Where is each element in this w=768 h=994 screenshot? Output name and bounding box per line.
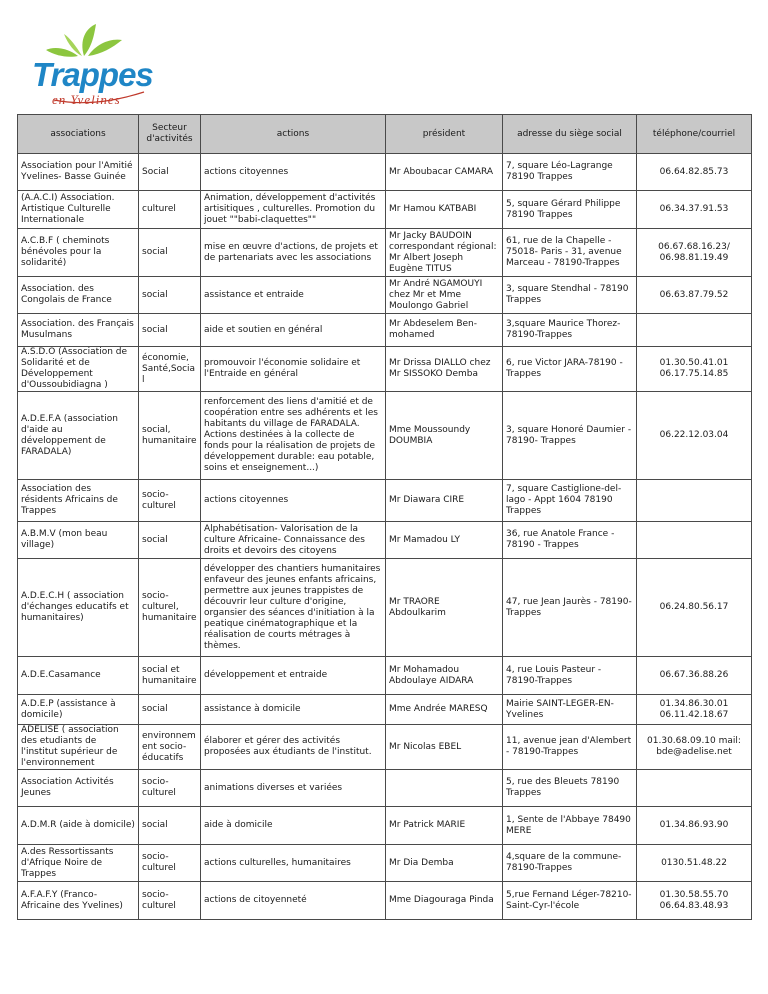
association-name-cell: A.B.M.V (mon beau village)	[18, 522, 139, 559]
association-name-cell: A.D.E.F.A (association d'aide au développement de FARADALA)	[18, 392, 139, 480]
actions-cell: animations diverses et variées	[201, 770, 386, 807]
president-cell: Mr TRAORE Abdoulkarim	[386, 559, 503, 657]
adresse-cell: 7, square Castiglione-del-lago - Appt 1604 78190 Trappes	[503, 480, 637, 522]
secteur-cell: économie, Santé,Social	[139, 347, 201, 392]
telephone-cell: 0130.51.48.22	[637, 845, 752, 882]
table-row	[18, 770, 752, 807]
telephone-cell	[637, 314, 752, 347]
telephone-cell	[637, 480, 752, 522]
secteur-cell: socio-culturel, humanitaire	[139, 559, 201, 657]
president-cell: Mr Aboubacar CAMARA	[386, 154, 503, 191]
president-cell	[386, 770, 503, 807]
secteur-cell: social	[139, 807, 201, 845]
telephone-cell: 06.64.82.85.73	[637, 154, 752, 191]
actions-cell: actions de citoyenneté	[201, 882, 386, 920]
actions-cell: renforcement des liens d'amitié et de coopération entre ses adhérents et les habitants du village de FARADALA. Actions destinées à la collecte de fonds pour la réalisation de projets de développement durable: eau potable, soins et enseignement...)	[201, 392, 386, 480]
table-row	[18, 807, 752, 845]
president-cell: Mr Mamadou LY	[386, 522, 503, 559]
associations-table	[17, 114, 752, 920]
secteur-cell: socio-culturel	[139, 882, 201, 920]
telephone-cell: 06.24.80.56.17	[637, 559, 752, 657]
secteur-cell: social	[139, 522, 201, 559]
table-row	[18, 657, 752, 695]
adresse-cell: 3, square Honoré Daumier - 78190- Trappes	[503, 392, 637, 480]
association-name-cell: A.D.M.R (aide à domicile)	[18, 807, 139, 845]
table-row	[18, 277, 752, 314]
secteur-cell: social	[139, 695, 201, 725]
table-row	[18, 191, 752, 229]
actions-cell: actions culturelles, humanitaires	[201, 845, 386, 882]
telephone-cell: 01.30.68.09.10 mail: bde@adelise.net	[637, 725, 752, 770]
table-row	[18, 725, 752, 770]
actions-cell: Animation, développement d'activités artisitiques , culturelles. Promotion du jouet ""babi-claquettes""	[201, 191, 386, 229]
col-telephone-header: téléphone/courriel	[637, 115, 752, 154]
telephone-cell: 06.63.87.79.52	[637, 277, 752, 314]
telephone-cell: 06.34.37.91.53	[637, 191, 752, 229]
president-cell: Mr Nicolas EBEL	[386, 725, 503, 770]
table-row	[18, 154, 752, 191]
secteur-cell: social	[139, 314, 201, 347]
table-row	[18, 480, 752, 522]
adresse-cell: 6, rue Victor JARA-78190 - Trappes	[503, 347, 637, 392]
adresse-cell: 4, rue Louis Pasteur - 78190-Trappes	[503, 657, 637, 695]
association-name-cell: (A.A.C.I) Association. Artistique Culturelle Internationale	[18, 191, 139, 229]
adresse-cell: 5, rue des Bleuets 78190 Trappes	[503, 770, 637, 807]
association-name-cell: ADELISE ( association des etudiants de l'institut supérieur de l'environnement	[18, 725, 139, 770]
adresse-cell: 7, square Léo-Lagrange 78190 Trappes	[503, 154, 637, 191]
actions-cell: élaborer et gérer des activités proposées aux étudiants de l'institut.	[201, 725, 386, 770]
telephone-cell: 01.34.86.30.01 06.11.42.18.67	[637, 695, 752, 725]
adresse-cell: 11, avenue jean d'Alembert - 78190-Trappes	[503, 725, 637, 770]
actions-cell: actions citoyennes	[201, 480, 386, 522]
telephone-cell: 06.22.12.03.04	[637, 392, 752, 480]
secteur-cell: social, humanitaire	[139, 392, 201, 480]
association-name-cell: Association Activités Jeunes	[18, 770, 139, 807]
logo-subtitle: en Yvelines	[52, 92, 121, 107]
table-row	[18, 882, 752, 920]
association-name-cell: Association. des Congolais de France	[18, 277, 139, 314]
association-name-cell: Association pour l'Amitié Yvelines- Basse Guinée	[18, 154, 139, 191]
adresse-cell: 3, square Stendhal - 78190 Trappes	[503, 277, 637, 314]
actions-cell: développer des chantiers humanitaires enfaveur des jeunes enfants africains, permettre aux jeunes trappistes de découvrir leur culture d'origine, organsier des séances d'initiation à la peatique cinématographique et la réalisation de courts métrages à thèmes.	[201, 559, 386, 657]
table-row	[18, 347, 752, 392]
actions-cell: aide et soutien en général	[201, 314, 386, 347]
actions-cell: assistance à domicile	[201, 695, 386, 725]
table-header-row	[18, 115, 752, 154]
col-actions-header: actions	[201, 115, 386, 154]
table-row	[18, 695, 752, 725]
adresse-cell: Mairie SAINT-LEGER-EN-Yvelines	[503, 695, 637, 725]
adresse-cell: 47, rue Jean Jaurès - 78190-Trappes	[503, 559, 637, 657]
secteur-cell: culturel	[139, 191, 201, 229]
president-cell: Mr Drissa DIALLO chez Mr SISSOKO Demba	[386, 347, 503, 392]
adresse-cell: 5, square Gérard Philippe 78190 Trappes	[503, 191, 637, 229]
trappes-logo	[24, 22, 156, 110]
telephone-cell: 01.30.58.55.70 06.64.83.48.93	[637, 882, 752, 920]
secteur-cell: social	[139, 229, 201, 277]
telephone-cell: 06.67.36.88.26	[637, 657, 752, 695]
col-president-header: président	[386, 115, 503, 154]
adresse-cell: 3,square Maurice Thorez-78190-Trappes	[503, 314, 637, 347]
association-name-cell: A.C.B.F ( cheminots bénévoles pour la solidarité)	[18, 229, 139, 277]
actions-cell: Alphabétisation- Valorisation de la culture Africaine- Connaissance des droits et devoirs des citoyens	[201, 522, 386, 559]
table-row	[18, 559, 752, 657]
association-name-cell: Association. des Français Musulmans	[18, 314, 139, 347]
association-name-cell: A.D.E.C.H ( association d'échanges educatifs et humanitaires)	[18, 559, 139, 657]
president-cell: Mme Moussoundy DOUMBIA	[386, 392, 503, 480]
telephone-cell	[637, 770, 752, 807]
secteur-cell: socio-culturel	[139, 845, 201, 882]
table-body	[18, 154, 752, 920]
president-cell: Mr Patrick MARIE	[386, 807, 503, 845]
president-cell: Mr Abdeselem Ben-mohamed	[386, 314, 503, 347]
actions-cell: actions citoyennes	[201, 154, 386, 191]
president-cell: Mme Andrée MARESQ	[386, 695, 503, 725]
table-row	[18, 314, 752, 347]
col-associations-header: associations	[18, 115, 139, 154]
telephone-cell: 01.34.86.93.90	[637, 807, 752, 845]
table-row	[18, 522, 752, 559]
president-cell: Mr André NGAMOUYI chez Mr et Mme Moulongo Gabriel	[386, 277, 503, 314]
adresse-cell: 61, rue de la Chapelle - 75018- Paris - 31, avenue Marceau - 78190-Trappes	[503, 229, 637, 277]
adresse-cell: 1, Sente de l'Abbaye 78490 MERE	[503, 807, 637, 845]
actions-cell: promouvoir l'économie solidaire et l'Entraide en général	[201, 347, 386, 392]
secteur-cell: Social	[139, 154, 201, 191]
president-cell: Mr Mohamadou Abdoulaye AIDARA	[386, 657, 503, 695]
association-name-cell: Association des résidents Africains de Trappes	[18, 480, 139, 522]
secteur-cell: environnem ent socio-éducatifs	[139, 725, 201, 770]
president-cell: Mr Diawara CIRE	[386, 480, 503, 522]
col-adresse-header: adresse du siège social	[503, 115, 637, 154]
association-name-cell: A.des Ressortissants d'Afrique Noire de Trappes	[18, 845, 139, 882]
telephone-cell: 01.30.50.41.01 06.17.75.14.85	[637, 347, 752, 392]
association-name-cell: A.F.A.F.Y (Franco-Africaine des Yvelines)	[18, 882, 139, 920]
president-cell: Mr Hamou KATBABI	[386, 191, 503, 229]
association-name-cell: A.S.D.O (Association de Solidarité et de Développement d'Oussoubidiagna )	[18, 347, 139, 392]
telephone-cell	[637, 522, 752, 559]
adresse-cell: 4,square de la commune-78190-Trappes	[503, 845, 637, 882]
secteur-cell: social et humanitaire	[139, 657, 201, 695]
telephone-cell: 06.67.68.16.23/ 06.98.81.19.49	[637, 229, 752, 277]
adresse-cell: 5,rue Fernand Léger-78210-Saint-Cyr-l'école	[503, 882, 637, 920]
col-secteur-header: Secteur d'activités	[139, 115, 201, 154]
president-cell: Mr Dia Demba	[386, 845, 503, 882]
actions-cell: aide à domicile	[201, 807, 386, 845]
adresse-cell: 36, rue Anatole France - 78190 - Trappes	[503, 522, 637, 559]
actions-cell: mise en œuvre d'actions, de projets et de partenariats avec les associations	[201, 229, 386, 277]
table-row	[18, 229, 752, 277]
secteur-cell: social	[139, 277, 201, 314]
logo-wordmark: Trappes	[32, 56, 153, 93]
association-name-cell: A.D.E.Casamance	[18, 657, 139, 695]
actions-cell: assistance et entraide	[201, 277, 386, 314]
association-name-cell: A.D.E.P (assistance à domicile)	[18, 695, 139, 725]
secteur-cell: socio-culturel	[139, 480, 201, 522]
table-row	[18, 392, 752, 480]
secteur-cell: socio-culturel	[139, 770, 201, 807]
president-cell: Mme Diagouraga Pinda	[386, 882, 503, 920]
actions-cell: développement et entraide	[201, 657, 386, 695]
table-row	[18, 845, 752, 882]
president-cell: Mr Jacky BAUDOIN correspondant régional: Mr Albert Joseph Eugène TITUS	[386, 229, 503, 277]
